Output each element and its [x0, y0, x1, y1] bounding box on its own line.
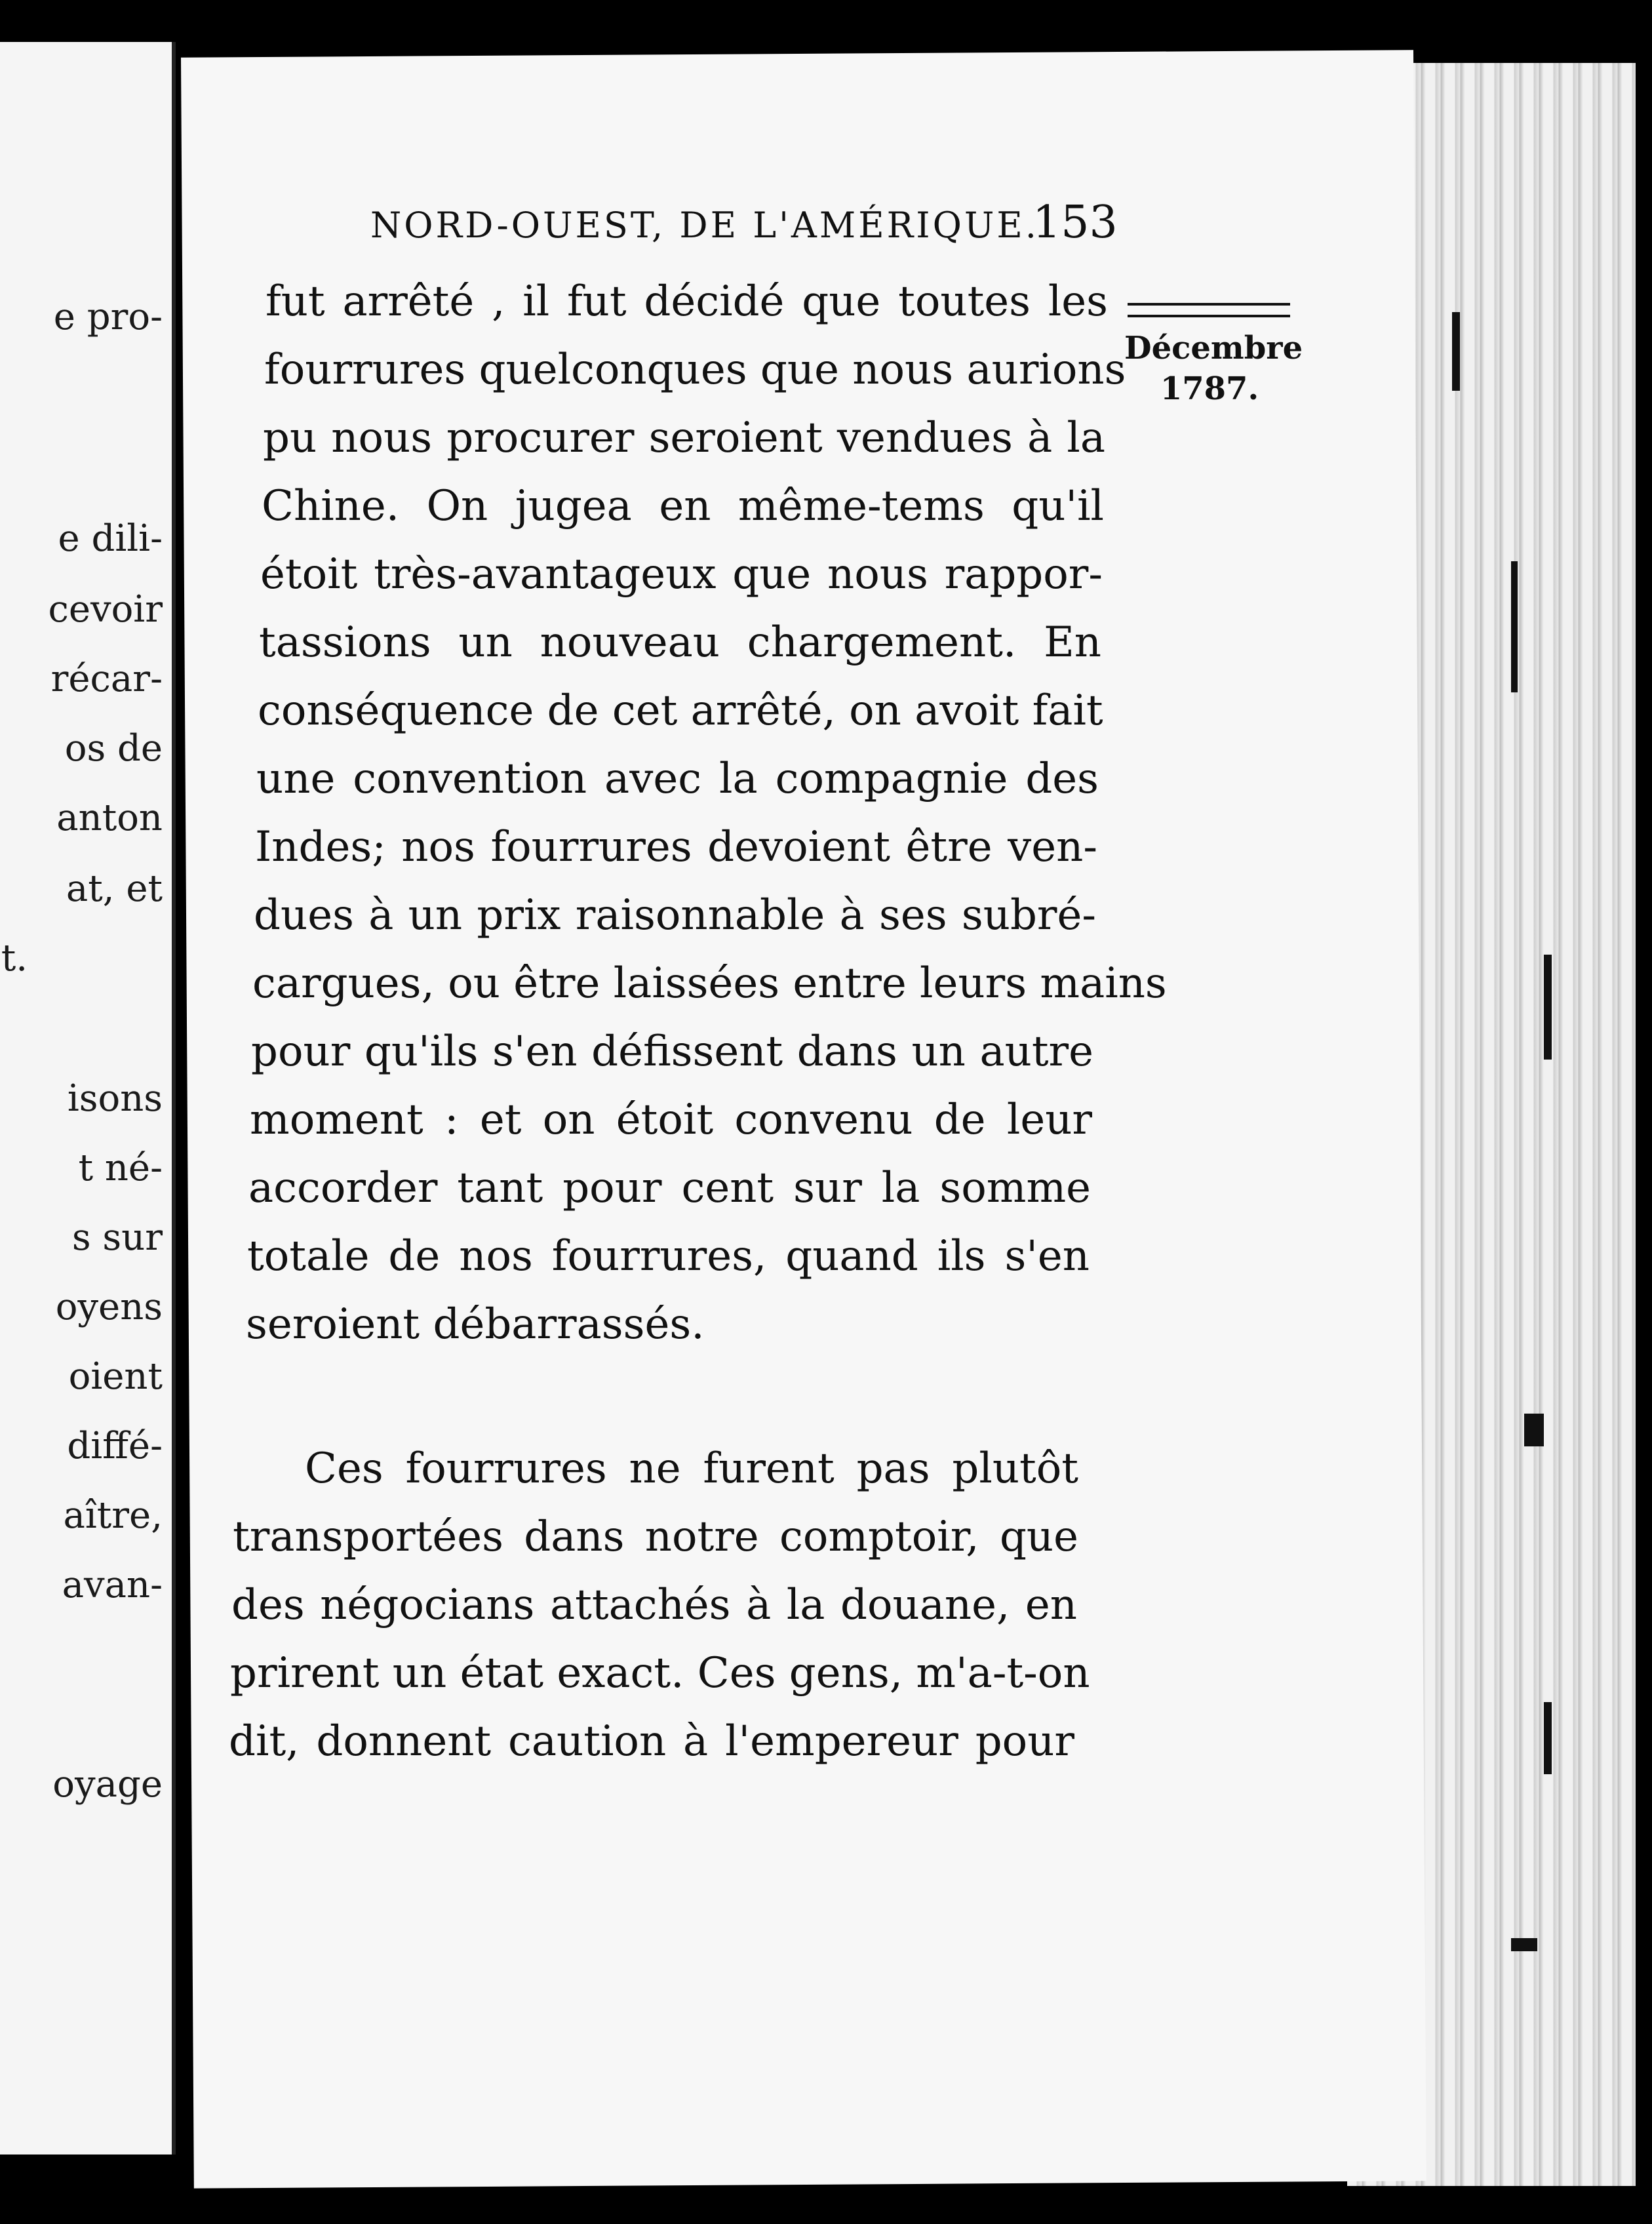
previous-page-line: isons [67, 1077, 163, 1120]
previous-page-line: oyage [52, 1763, 163, 1806]
previous-page-line: s sur [71, 1216, 163, 1259]
margin-note-month: Décembre [1124, 330, 1303, 367]
previous-page-line: anton [56, 797, 163, 839]
previous-page-line: avan- [62, 1564, 163, 1606]
previous-page-line: oyens [55, 1286, 163, 1328]
text-line: dues à un prix raisonnable à ses subré- [254, 891, 1096, 940]
text-line: prirent un état exact. Ces gens, m'a-t-on [230, 1649, 1090, 1698]
previous-page-line: at, et [66, 867, 163, 910]
text-line: des négocians attachés à la douane, en [231, 1581, 1077, 1629]
text-line: fourrures quelconques que nous aurions [264, 346, 1126, 394]
previous-page-line: os de [64, 727, 163, 770]
text-line: conséquence de cet arrêté, on avoit fait [258, 686, 1103, 735]
text-line: transportées dans notre comptoir, que [233, 1513, 1078, 1561]
text-line: accorder tant pour cent sur la somme [248, 1164, 1091, 1212]
margin-rule [1128, 303, 1290, 317]
edge-mark [1544, 1702, 1552, 1774]
text-line: moment : et on étoit convenu de leur [250, 1096, 1092, 1144]
text-line: fut arrêté , il fut décidé que toutes les [266, 277, 1108, 326]
edge-mark [1524, 1414, 1544, 1446]
text-line: une convention avec la compagnie des [256, 755, 1099, 803]
previous-page-line: oient [68, 1355, 163, 1398]
running-head: NORD-OUEST, DE L'AMÉRIQUE. [370, 205, 1039, 246]
previous-page-line: récar- [50, 658, 163, 700]
margin-note-year: 1787. [1160, 370, 1259, 407]
text-line: pour qu'ils s'en défissent dans un autre [251, 1027, 1093, 1076]
edge-mark [1511, 561, 1518, 692]
text-line: Chine. On jugea en même-tems qu'il [262, 482, 1104, 530]
text-line: Ces fourrures ne furent pas plutôt [305, 1444, 1078, 1493]
text-line: totale de nos fourrures, quand ils s'en [247, 1232, 1090, 1281]
edge-mark [1544, 955, 1552, 1060]
previous-page-line: t. [1, 937, 28, 980]
text-line: dit, donnent caution à l'empereur pour [229, 1717, 1074, 1766]
text-line: pu nous procurer seroient vendues à la [263, 414, 1105, 462]
text-line: cargues, ou être laissées entre leurs mains [252, 959, 1167, 1008]
previous-page-line: e dili- [58, 517, 163, 560]
previous-page-line: e pro- [53, 296, 163, 338]
previous-page-line: cevoir [48, 588, 163, 631]
previous-page-line: t né- [78, 1147, 163, 1189]
margin-note [1124, 328, 1303, 409]
previous-page-line: diffé- [67, 1425, 163, 1467]
text-line: seroient débarrassés. [246, 1300, 705, 1349]
text-line: étoit très-avantageux que nous rappor- [260, 550, 1103, 599]
previous-page-edge [0, 42, 176, 2154]
edge-mark [1511, 1938, 1537, 1951]
page-number: 153 [1032, 197, 1118, 248]
previous-page-line: aître, [63, 1494, 163, 1537]
text-line: tassions un nouveau chargement. En [259, 618, 1101, 667]
edge-mark [1452, 312, 1460, 391]
text-line: Indes; nos fourrures devoient être ven- [255, 823, 1097, 871]
